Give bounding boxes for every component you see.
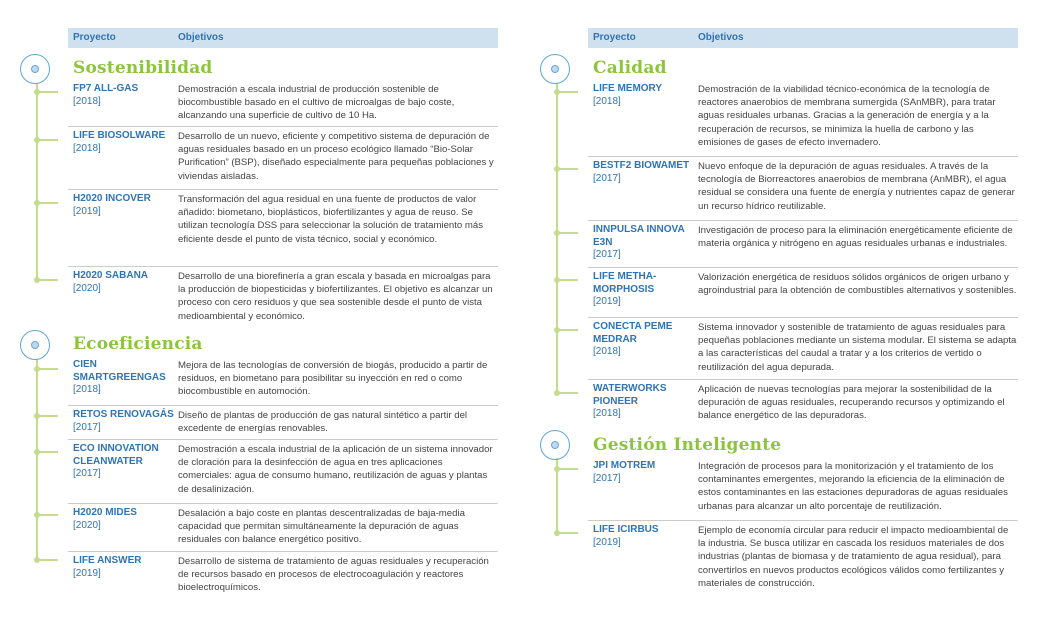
- project-objective: Aplicación de nuevas tecnologías para mejorar la sostenibilidad de la depuración de aguas residuales, recuperando recursos y optimizando el balance energético de las depuradoras.: [698, 384, 1005, 422]
- project-year: [2017]: [593, 472, 621, 484]
- header-objectives: Objetivos: [698, 32, 744, 43]
- project-objective: Mejora de las tecnologías de conversión de biogás, producido a partir de residuos, en biometano para posibilitar su inyección en red o como biocombustible en automoción.: [178, 360, 488, 398]
- timeline-branch: [36, 514, 58, 516]
- project-objective: Demostración a escala industrial de producción sostenible de biocombustible basado en el cultivo de microalgas de bajo coste, alcanzando una superficie de cultivo de 10 Ha.: [178, 84, 455, 122]
- project-name: JPI MOTREM: [593, 460, 656, 471]
- project-year: [2019]: [73, 567, 101, 579]
- project-name: LIFE MEMORY: [593, 83, 663, 94]
- project-objective: Investigación de proceso para la eliminación energéticamente eficiente de materia orgánica y nitrógeno en aguas residuales urbanas e industriales.: [698, 225, 1013, 250]
- section-marker-icon: [540, 54, 570, 84]
- table-row: [588, 380, 1018, 430]
- project-name: ECO INNOVATION CLEANWATER: [73, 443, 159, 467]
- project-year: [2018]: [593, 95, 621, 107]
- table-header: [68, 28, 498, 48]
- project-year: [2017]: [593, 249, 621, 261]
- section-marker-icon: [20, 330, 50, 360]
- table-row: [68, 267, 498, 329]
- timeline-branch: [36, 91, 58, 93]
- section-marker-icon: [20, 54, 50, 84]
- project-objective: Desarrollo de sistema de tratamiento de aguas residuales y recuperación de recursos basado en procesos de electrocoagulación y reactores bioelectroquímicos.: [178, 556, 489, 594]
- table-row: [68, 127, 498, 190]
- project-name: LIFE BIOSOLWARE: [73, 130, 166, 141]
- project-name: LIFE ICIRBUS: [593, 524, 659, 535]
- project-year: [2018]: [73, 384, 101, 396]
- project-year: [2019]: [73, 205, 101, 217]
- timeline-branch: [556, 532, 578, 534]
- timeline-branch: [556, 232, 578, 234]
- project-name: H2020 MIDES: [73, 507, 137, 518]
- project-year: [2017]: [73, 421, 101, 433]
- project-objective: Valorización energética de residuos sólidos orgánicos de origen urbano y agroindustrial para la obtención de combustibles alternativos y sostenibles.: [698, 272, 1017, 297]
- table-row: [68, 440, 498, 504]
- section-title-ecoeficiencia: Ecoeficiencia: [73, 334, 203, 354]
- header-project: Proyecto: [73, 32, 116, 43]
- project-year: [2020]: [73, 519, 101, 531]
- timeline-line: [36, 359, 38, 559]
- project-objective: Ejemplo de economía circular para reducir el impacto medioambiental de la industria. Se busca utilizar en cascada los residuos materiales de dos industrias (plantas de biomasa y de tratamiento de agua residual), para convertirlos en nuevos productos ecológicos válidos como fertilizantes y materiales de construcción.: [698, 525, 1009, 589]
- project-year: [2019]: [593, 536, 621, 548]
- timeline-branch: [556, 468, 578, 470]
- section-marker-icon: [540, 430, 570, 460]
- project-name: LIFE ANSWER: [73, 555, 142, 566]
- section-title-gestion-inteligente: Gestión Inteligente: [593, 435, 782, 455]
- project-objective: Diseño de plantas de producción de gas natural sintético a partir del excedente de energías renovables.: [178, 410, 468, 435]
- project-name: CIEN SMARTGREENGAS: [73, 359, 166, 383]
- project-name: H2020 SABANA: [73, 270, 149, 281]
- timeline-line: [36, 83, 38, 283]
- table-row: [588, 221, 1018, 268]
- header-objectives: Objetivos: [178, 32, 224, 43]
- project-objective: Transformación del agua residual en una fuente de productos de valor añadido: biometano, bioplásticos, biofertilizantes y agua de reuso. Se utilizan tecnología DSS para seleccionar la solución de tratamiento más eficiente desde el punto de vista técnico, social y económico.: [178, 194, 484, 245]
- timeline-branch: [36, 279, 58, 281]
- project-name: FP7 ALL-GAS: [73, 83, 139, 94]
- project-objective: Sistema innovador y sostenible de tratamiento de aguas residuales para pequeñas poblaciones mediante un sistema modular. El sistema se adapta a las características del caudal a tratar y a los criterios de vertido o reutilización del agua depurada.: [698, 322, 1017, 373]
- project-objective: Demostración de la viabilidad técnico-económica de la tecnología de reactores anaerobios de membrana sumergida (SAnMBR), para tratar aguas residuales urbanas. Gracias a la generación de energía y a la recuperación de recursos, se minimiza la huella de carbono y las emisiones de gases de efecto invernadero.: [698, 84, 996, 148]
- project-year: [2017]: [593, 172, 621, 184]
- timeline-branch: [36, 368, 58, 370]
- table-row: [588, 521, 1018, 601]
- project-name: RETOS RENOVAGÁS: [73, 409, 174, 420]
- table-row: [68, 552, 498, 602]
- table-row: [68, 190, 498, 267]
- section-title-calidad: Calidad: [593, 58, 667, 78]
- table-row: [68, 356, 498, 406]
- timeline-branch: [556, 279, 578, 281]
- section-title-sostenibilidad: Sostenibilidad: [73, 58, 213, 78]
- project-name: INNPULSA INNOVA E3N: [593, 224, 685, 248]
- project-year: [2018]: [73, 95, 101, 107]
- project-year: [2018]: [593, 346, 621, 358]
- project-name: H2020 INCOVER: [73, 193, 151, 204]
- timeline-branch: [556, 91, 578, 93]
- timeline-branch: [556, 392, 578, 394]
- timeline-line: [556, 83, 558, 393]
- project-objective: Desalación a bajo coste en plantas descentralizadas de baja-media capacidad que permitan simultáneamente la depuración de aguas residuales con balance energético positivo.: [178, 508, 465, 546]
- table-row: [68, 504, 498, 552]
- timeline-branch: [36, 415, 58, 417]
- project-name: LIFE METHA-MORPHOSIS: [593, 271, 657, 295]
- project-year: [2018]: [593, 408, 621, 420]
- project-year: [2020]: [73, 282, 101, 294]
- timeline-branch: [556, 168, 578, 170]
- timeline-branch: [36, 451, 58, 453]
- project-year: [2017]: [73, 468, 101, 480]
- header-project: Proyecto: [593, 32, 636, 43]
- project-objective: Desarrollo de un nuevo, eficiente y competitivo sistema de depuración de aguas residuales basado en un proceso ecológico llamado “Bio-Solar Purification” (BSP), diseñado especialmente para pequeñas poblaciones y viviendas aisladas.: [178, 131, 494, 182]
- project-year: [2019]: [593, 296, 621, 308]
- table-row: [588, 80, 1018, 157]
- table-row: [588, 268, 1018, 318]
- project-name: WATERWORKS PIONEER: [593, 383, 667, 407]
- timeline-branch: [36, 559, 58, 561]
- project-name: CONECTA PEME MEDRAR: [593, 321, 673, 345]
- project-year: [2018]: [73, 142, 101, 154]
- table-row: [588, 318, 1018, 380]
- project-name: BESTF2 BIOWAMET: [593, 160, 690, 171]
- table-row: [588, 457, 1018, 521]
- table-row: [588, 157, 1018, 221]
- timeline-branch: [36, 139, 58, 141]
- project-objective: Desarrollo de una biorefinería a gran escala y basada en microalgas para la producción de biopesticidas y biofertilizantes. El objetivo es alcanzar un proceso con cero residuos y que sea sostenible desde el punto de vista medioambiental y económico.: [178, 271, 493, 322]
- table-header: [588, 28, 1018, 48]
- project-objective: Integración de procesos para la monitorización y el tratamiento de los contaminantes emergentes, mejorando la eficiencia de la eliminación de estos contaminantes en las estaciones depuradoras de aguas residuales urbanas para alcanzar un alto porcentaje de reutilización.: [698, 461, 1008, 512]
- timeline-branch: [36, 202, 58, 204]
- table-row: [68, 80, 498, 127]
- project-objective: Nuevo enfoque de la depuración de aguas residuales. A través de la tecnología de Biorreactores anaerobios de membrana (AnMBR), el agua residual se considera una fuente de energía y nutrientes capaz de generar un recurso hídrico reutilizable.: [698, 161, 1015, 212]
- table-row: [68, 406, 498, 440]
- timeline-branch: [556, 329, 578, 331]
- project-objective: Demostración a escala industrial de la aplicación de un sistema innovador de cloración para la desinfección de agua en tres aplicaciones comerciales: agua de consumo humano, reutilización de aguas y plantas de desalinización.: [178, 444, 493, 495]
